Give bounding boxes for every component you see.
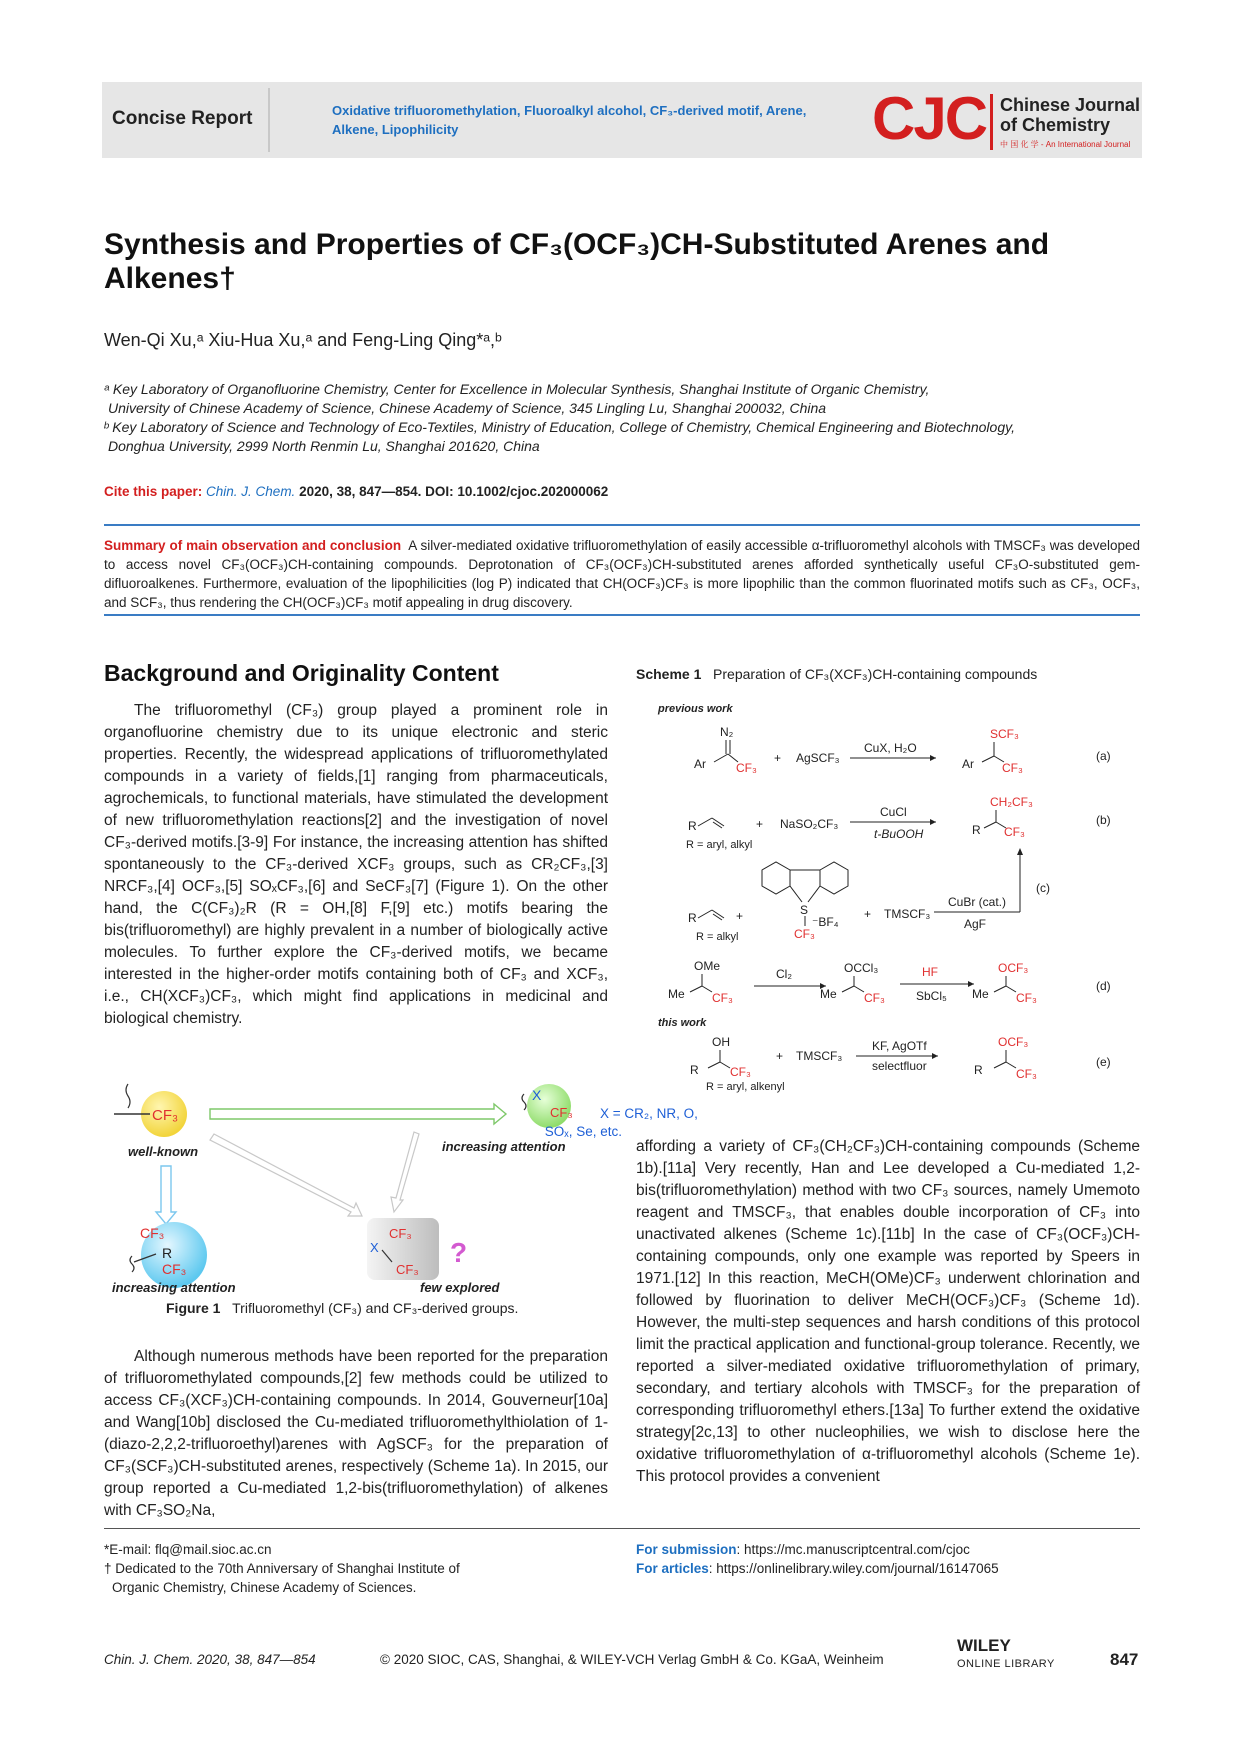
prod-cf3: CF₃ xyxy=(1004,825,1025,839)
journal-logo: CJC xyxy=(872,85,987,152)
footnotes-left xyxy=(104,1540,460,1597)
bond-line xyxy=(1006,1062,1016,1068)
sulfur-label: S xyxy=(800,903,809,917)
dedication-line1: † Dedicated to the 70th Anniversary of Shanghai Institute of xyxy=(104,1561,460,1576)
summary-text: A silver-mediated oxidative trifluoromethylation of easily accessible α-trifluoromethyl alcohols with TMSCF₃ was developed to access novel CF₃(OCF₃)CH-containing compounds. Deprotonation of CF₃(OCF₃)CH-substituted arenes afforded synthetically useful CF₃O-substituted gem-difluoroalkenes. Furthermore, evaluation of the lipophilicities (log P) indicated that CH(OCF₃)CF₃ is more lipophilic than the common fluorinated motifs such as CF₃, OCF₃, and SCF₃, thus rendering the CH(OCF₃)CF₃ motif appealing in drug discovery. xyxy=(104,538,1140,610)
bond-line xyxy=(994,986,1006,992)
scheme-row-d xyxy=(668,959,1111,1005)
prod-top: OCF₃ xyxy=(998,961,1029,975)
row-tag: (a) xyxy=(1096,749,1111,763)
bond-line xyxy=(790,886,802,902)
cf3-label: CF₃ xyxy=(140,1225,165,1241)
wavy-bond xyxy=(522,1094,526,1110)
x-label: X xyxy=(532,1087,542,1103)
prod-top: SCF₃ xyxy=(990,727,1019,741)
paragraph: affording a variety of CF₃(CH₂CF₃)CH-containing compounds (Scheme 1b).[11a] Very recently, Han and Lee developed a Cu-mediated 1,2-bis(trifluoromethylation) method with two CF₃ sources, namely Umemoto reagent and TMSCF₃, that enables double incorporation of CF₃ into unactivated alkenes (Scheme 1c).[11b] In the case of CF₃(OCF₃)CH-containing compounds, only one example was reported by Speers in 1971.[12] In this reaction, MeCH(OMe)CF₃ underwent chlorination and followed by fluorination to deliver MeCH(OCF₃)CF₃ (Scheme 1d). However, the multi-step sequences and harsh conditions of this protocol limit the practical application and functional-group tolerance. Recently, we reported a silver-mediated oxidative trifluoromethylation of primary, secondary, and tertiary alcohols with TMSCF₃ for the preparation of corresponding trifluoromethyl ethers.[13a] To further extend the oxidative strategy[2c,13] to other nucleophilies, we wish to disclose here the oxidative trifluoromethylation of α-trifluoromethyl alcohols (Scheme 1e). This protocol provides a convenient xyxy=(636,1138,1140,1485)
authors: Wen-Qi Xu,ᵃ Xiu-Hua Xu,ᵃ and Feng-Ling Qing*ᵃ,ᵇ xyxy=(104,330,502,350)
cond-sbcl5: SbCl₅ xyxy=(916,989,947,1003)
email-footnote: *E-mail: flq@mail.sioc.ac.cn xyxy=(104,1542,272,1557)
increasing-attention-bottom-label: increasing attention xyxy=(112,1280,236,1295)
arrowhead xyxy=(930,819,936,825)
bond-line xyxy=(982,756,994,762)
sm-note: R = aryl, alkyl xyxy=(686,839,753,851)
cf3-label: CF₃ xyxy=(162,1261,187,1277)
cite-label: Cite this paper: xyxy=(104,484,203,499)
summary-top-rule xyxy=(104,524,1140,526)
cond-1: CuCl xyxy=(880,805,907,819)
cite-journal-link[interactable]: Chin. J. Chem. xyxy=(206,484,296,499)
summary-label: Summary of main observation and conclusion xyxy=(104,538,402,553)
sm-cf3: CF₃ xyxy=(736,761,757,775)
arrow-down xyxy=(156,1166,176,1224)
sm-top: OMe xyxy=(694,959,721,973)
bond-line xyxy=(708,1062,720,1068)
prod-top: OCF₃ xyxy=(998,1035,1029,1049)
cond-1: CuBr (cat.) xyxy=(948,895,1007,909)
journal-name-line2: of Chemistry xyxy=(1000,115,1111,135)
wavy-bond xyxy=(130,1256,134,1272)
figure-1-caption xyxy=(166,1300,518,1316)
bond-line xyxy=(698,818,712,826)
cond-2: selectfluor xyxy=(872,1059,927,1073)
arrow-diagonal xyxy=(210,1134,362,1216)
articles-label: For articles xyxy=(636,1561,709,1576)
scheme-1-caption-text: Preparation of CF₃(XCF₃)CH-containing compounds xyxy=(713,666,1038,682)
prod-cf3: CF₃ xyxy=(1016,991,1037,1005)
svg-text:+: + xyxy=(864,907,872,921)
affiliations xyxy=(104,380,1144,456)
affiliation-line: University of Chinese Academy of Science, Chinese Academy of Science, 345 Lingling Lu, Shanghai 200032, China xyxy=(108,400,827,416)
arrow-right xyxy=(210,1104,506,1124)
cf3-label: CF₃ xyxy=(396,1262,419,1277)
left-column-para1 xyxy=(104,700,608,1030)
summary xyxy=(104,536,1140,612)
bond-line xyxy=(854,986,864,992)
affiliation-line: ᵃ Key Laboratory of Organofluorine Chemistry, Center for Excellence in Molecular Synthesis, Shanghai Institute of Organic Chemistry, xyxy=(104,381,930,397)
row-tag: (c) xyxy=(1036,881,1050,895)
cite-line xyxy=(104,484,608,499)
scheme-row-a xyxy=(694,725,1111,775)
footer-citation: Chin. J. Chem. 2020, 38, 847—854 xyxy=(104,1652,316,1667)
cond-2: t-BuOOH xyxy=(874,827,924,841)
arrowhead xyxy=(932,1053,938,1059)
sm-cf3: CF₃ xyxy=(730,1065,751,1079)
reagent-text: AgSCF₃ xyxy=(796,751,840,765)
cf3-label: CF₃ xyxy=(550,1105,573,1120)
paragraph: Although numerous methods have been reported for the preparation of trifluoromethylated compounds,[2] few methods could be utilized to access CF₃(XCF₃)CH-containing compounds. In 2014, Gouverneur[10a] and Wang[10b] disclosed the Cu-mediated trifluoromethylthiolation of 1-(diazo-2,2,2-trifluoroethyl)arenes with AgSCF₃ for the preparation of CF₃(SCF₃)CH-substituted arenes, respectively (Scheme 1a). In 2015, our group reported a Cu-mediated 1,2-bis(trifluoromethylation) of alkenes with CF₃SO₂Na, xyxy=(104,1348,608,1519)
prod-r: R xyxy=(972,823,981,837)
sm-note: R = aryl, alkenyl xyxy=(706,1081,785,1093)
sm-ar: Ar xyxy=(694,757,706,771)
svg-text:+: + xyxy=(776,1049,784,1063)
prod-top: CH₂CF₃ xyxy=(990,795,1033,809)
cond-1: KF, AgOTf xyxy=(872,1039,927,1053)
right-column-para1 xyxy=(636,1136,1140,1488)
bond-line xyxy=(713,822,722,828)
increasing-attention-top-label: increasing attention xyxy=(442,1139,566,1154)
affiliation-line: Donghua University, 2999 North Renmin Lu, Shanghai 201620, China xyxy=(108,438,540,454)
svg-text:+: + xyxy=(736,909,744,923)
svg-text:+: + xyxy=(756,817,764,831)
prod-cf3: CF₃ xyxy=(1002,761,1023,775)
conditions: CuX, H₂O xyxy=(864,741,917,755)
sm-top: OH xyxy=(712,1035,730,1049)
submission-line xyxy=(636,1540,999,1559)
bond-line xyxy=(714,754,728,762)
journal-name xyxy=(1000,95,1140,135)
sm-r: R xyxy=(688,819,697,833)
sm-r: R xyxy=(688,911,697,925)
figure-1-caption-text: Trifluoromethyl (CF₃) and CF₃-derived groups. xyxy=(232,1300,519,1316)
sm-r: R xyxy=(690,1063,699,1077)
cf3-label: CF₃ xyxy=(152,1107,179,1124)
svg-text:+: + xyxy=(774,751,782,765)
int-cf3: CF₃ xyxy=(864,991,885,1005)
sm-top: N₂ xyxy=(720,725,734,739)
figure-1 xyxy=(104,1070,698,1295)
sm-cf3: CF₃ xyxy=(712,991,733,1005)
prod-r: R xyxy=(974,1063,983,1077)
r-label: R xyxy=(162,1245,173,1261)
this-work-label: this work xyxy=(658,1017,707,1029)
section-heading: Background and Originality Content xyxy=(104,660,499,686)
bond-line xyxy=(808,886,820,902)
arrow-down-diagonal xyxy=(391,1132,419,1212)
scheme-row-c xyxy=(688,848,1050,943)
previous-work-label: previous work xyxy=(658,703,733,715)
sm-note: R = alkyl xyxy=(696,931,739,943)
int-me: Me xyxy=(820,987,837,1001)
left-column-para2 xyxy=(104,1346,608,1522)
article-type: Concise Report xyxy=(112,108,253,129)
submission-label: For submission xyxy=(636,1542,737,1557)
cond-cl2: Cl₂ xyxy=(776,967,792,981)
reagent: TMSCF₃ xyxy=(884,907,931,921)
journal-name-line1: Chinese Journal xyxy=(1000,95,1141,115)
keywords: Oxidative trifluoromethylation, Fluoroalkyl alcohol, CF₃-derived motif, Arene, Alkene, Lipophilicity xyxy=(332,103,807,137)
sm-me: Me xyxy=(668,987,685,1001)
footer-copyright: © 2020 SIOC, CAS, Shanghai, & WILEY-VCH Verlag GmbH & Co. KGaA, Weinheim xyxy=(380,1652,884,1667)
s-cf3: CF₃ xyxy=(794,927,815,941)
bond-line xyxy=(698,910,712,918)
scheme-1-caption xyxy=(636,666,1037,682)
scheme-row-e xyxy=(690,1035,1111,1093)
well-known-label: well-known xyxy=(128,1144,199,1159)
x-label: X xyxy=(370,1240,379,1255)
bond-line xyxy=(720,1062,730,1068)
row-tag: (e) xyxy=(1096,1055,1111,1069)
page-number: 847 xyxy=(1110,1650,1139,1669)
articles-line xyxy=(636,1559,999,1578)
question-mark: ? xyxy=(450,1237,468,1268)
scheme-1 xyxy=(650,700,1140,1115)
bond-line xyxy=(702,986,712,992)
journal-tagline: 中 国 化 学 - An International Journal xyxy=(1000,140,1131,149)
arrowhead xyxy=(1017,848,1023,855)
x-definition-line2: SOₓ, Se, etc. xyxy=(544,1124,622,1139)
reagent: TMSCF₃ xyxy=(796,1049,843,1063)
articles-link[interactable]: : https://onlinelibrary.wiley.com/journal/16147065 xyxy=(708,1561,999,1576)
bond-line xyxy=(690,986,702,992)
logo-divider xyxy=(990,94,993,150)
cf3-label: CF₃ xyxy=(389,1226,412,1241)
scheme-row-b xyxy=(686,795,1111,851)
row-tag: (d) xyxy=(1096,979,1111,993)
affiliation-line: ᵇ Key Laboratory of Science and Technology of Eco-Textiles, Ministry of Education, College of Chemistry, Chemical Engineering and Biotechnology, xyxy=(104,419,1015,435)
scheme-1-caption-label: Scheme 1 xyxy=(636,666,702,682)
bond-line xyxy=(984,822,996,828)
submission-link[interactable]: : https://mc.manuscriptcentral.com/cjoc xyxy=(736,1542,970,1557)
wavy-bond xyxy=(126,1084,130,1108)
dedication-line2: Organic Chemistry, Chinese Academy of Sciences. xyxy=(112,1580,417,1595)
cite-details: 2020, 38, 847—854. DOI: 10.1002/cjoc.202000062 xyxy=(299,484,609,499)
row-tag: (b) xyxy=(1096,813,1111,827)
prod-me: Me xyxy=(972,987,989,1001)
header-divider xyxy=(268,88,270,152)
footnote-rule xyxy=(104,1528,1140,1529)
footnotes-right xyxy=(636,1540,999,1578)
arrowhead xyxy=(930,755,936,761)
benzene-ring xyxy=(762,862,790,894)
wiley-sub: ONLINE LIBRARY xyxy=(957,1658,1055,1670)
prod-ar: Ar xyxy=(962,757,974,771)
bond-line xyxy=(713,914,722,920)
bond-line xyxy=(994,1062,1006,1068)
paper-title: Synthesis and Properties of CF₃(OCF₃)CH-Substituted Arenes and Alkenes† xyxy=(104,228,1050,295)
int-top: OCCl₃ xyxy=(844,961,879,975)
few-explored-label: few explored xyxy=(420,1280,500,1295)
cond-hf: HF xyxy=(922,965,938,979)
wiley-logo: WILEY xyxy=(957,1636,1011,1655)
benzene-ring xyxy=(820,862,848,894)
figure-1-caption-label: Figure 1 xyxy=(166,1300,221,1316)
summary-bottom-rule xyxy=(104,614,1140,616)
prod-cf3: CF₃ xyxy=(1016,1067,1037,1081)
counterion: ⁻BF₄ xyxy=(812,915,839,929)
x-definition-line1: X = CR₂, NR, O, xyxy=(600,1106,698,1121)
bond-line xyxy=(1006,986,1016,992)
bond-line xyxy=(842,986,854,992)
reagent: NaSO₂CF₃ xyxy=(780,817,839,831)
cond-2: AgF xyxy=(964,917,987,931)
paragraph: The trifluoromethyl (CF₃) group played a prominent role in organofluorine chemistry due to its unique electronic and steric properties. Recently, the widespread applications of trifluoromethylated compounds in a variety of fields,[1] ranging from pharmaceuticals, agrochemicals, to functional materials, have stimulated the development of new trifluoromethylation reactions[2] and the investigation of novel CF₃-derived motifs.[3-9] For instance, the increasing attention has shifted spontaneously to the CF₃-derived XCF₃ groups, such as CR₂CF₃,[3] NRCF₃,[4] OCF₃,[5] SOₓCF₃,[6] and SeCF₃[7] (Figure 1). On the other hand, the C(CF₃)₂R (R = OH,[8] F,[9] etc.) motifs bearing the bis(trifluoromethyl) are highly prevalent in a number of biologically active molecules. To further explore the CF₃-derived motifs, we became interested in the higher-order motifs containing both of CF₃ and XCF₃, i.e., CH(XCF₃)CF₃, which might find applications in medicinal and biological chemistry. xyxy=(104,702,608,1027)
reagent xyxy=(796,751,840,765)
